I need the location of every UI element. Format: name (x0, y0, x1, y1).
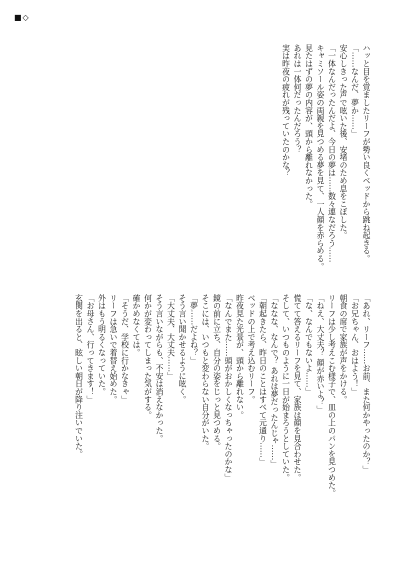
text-column: 昨夜見た光景が、頭から離れない。 (235, 294, 245, 419)
text-column: 「……なんだ、夢か……」 (350, 44, 360, 138)
text-column: 「一体なんだったんだよ、今日の夢は……数々連なだろう…… (327, 44, 337, 263)
text-column: 確かめなくては。 (132, 294, 141, 357)
text-column: 「お母さん、行ってきます！」 (86, 294, 95, 404)
text-column: 慌てて答えるリーフを見て、家族は顔を見合わせた。 (293, 294, 302, 482)
text-block-top (202, 44, 372, 279)
text-column: 「なんでまた……頭がおかしくなっちゃったのかな」 (224, 294, 233, 482)
text-column: 安心しきった声で呟いた後、安堵のため息をこぼした。 (339, 44, 348, 239)
text-column: 「ねえ、大丈夫？ 顔が赤いよ？」 (316, 294, 325, 414)
text-column: 「あれ、リーフ……お前、また何かやったのか？」 (362, 294, 371, 474)
page-body (32, 44, 372, 524)
text-column: 玄関を出ると、眩しい朝日が降り注いでいた。 (74, 294, 84, 458)
text-column: キャミソール姿の両親を見つめる夢を見て、一人顔を赤らめる。 (316, 44, 325, 271)
text-column: 「そうだ、学校に行かなきゃ」 (120, 294, 130, 404)
text-column: 鏡の前に立ち、自分の姿をじっと見つめる。 (212, 294, 222, 450)
section-mark: ■◇ (14, 13, 30, 22)
text-column: 何かが変わってしまった気がする。 (143, 294, 153, 419)
text-block-bottom (32, 294, 372, 524)
text-column: 「大丈夫、大丈夫……」 (166, 294, 176, 380)
text-column: 朝食の席で家族が声をかける。 (339, 294, 348, 404)
text-column: ハッと目を覚ましたリーフが勢い良くベッドから跳ね起きる。 (362, 44, 371, 263)
text-column: 「お兄ちゃん、おはよう！」 (350, 294, 360, 396)
text-column: リーフは少し考えこむ様子で、皿の上のパンを見つめた。 (327, 294, 337, 497)
text-column: そう言い聞かせるように呟く。 (178, 294, 187, 404)
text-column: 外はもう明るくなっていた。 (97, 294, 107, 396)
text-column: そう言いながらも、不安は消えなかった。 (155, 294, 164, 443)
text-column: そして、いつものように一日が始まろうとしていた。 (281, 294, 291, 482)
text-column: 「ななな、なんで？ あれは夢だったんじゃ……」 (270, 294, 279, 469)
text-column: そこには、いつもと変わらない自分がいた。 (201, 294, 210, 450)
text-column: 見たはずの夢の内容が、頭から離れなかった。 (304, 44, 314, 208)
text-column: 「な、なんでもないよ……」 (304, 294, 314, 396)
text-column: リーフは急いで着替え始めた。 (109, 294, 118, 404)
text-column: 実は昨夜の疲れが残っていたのかな？ (281, 44, 291, 177)
text-column: ベッドの上で考え込むリーフ。 (247, 294, 256, 404)
text-column: あれは一体何だったんだろう？ (293, 44, 302, 154)
text-column: 「夢……だよね？」 (189, 294, 199, 365)
text-column: 「朝起きたら、昨日のことはすべて元通り……」 (258, 294, 268, 466)
